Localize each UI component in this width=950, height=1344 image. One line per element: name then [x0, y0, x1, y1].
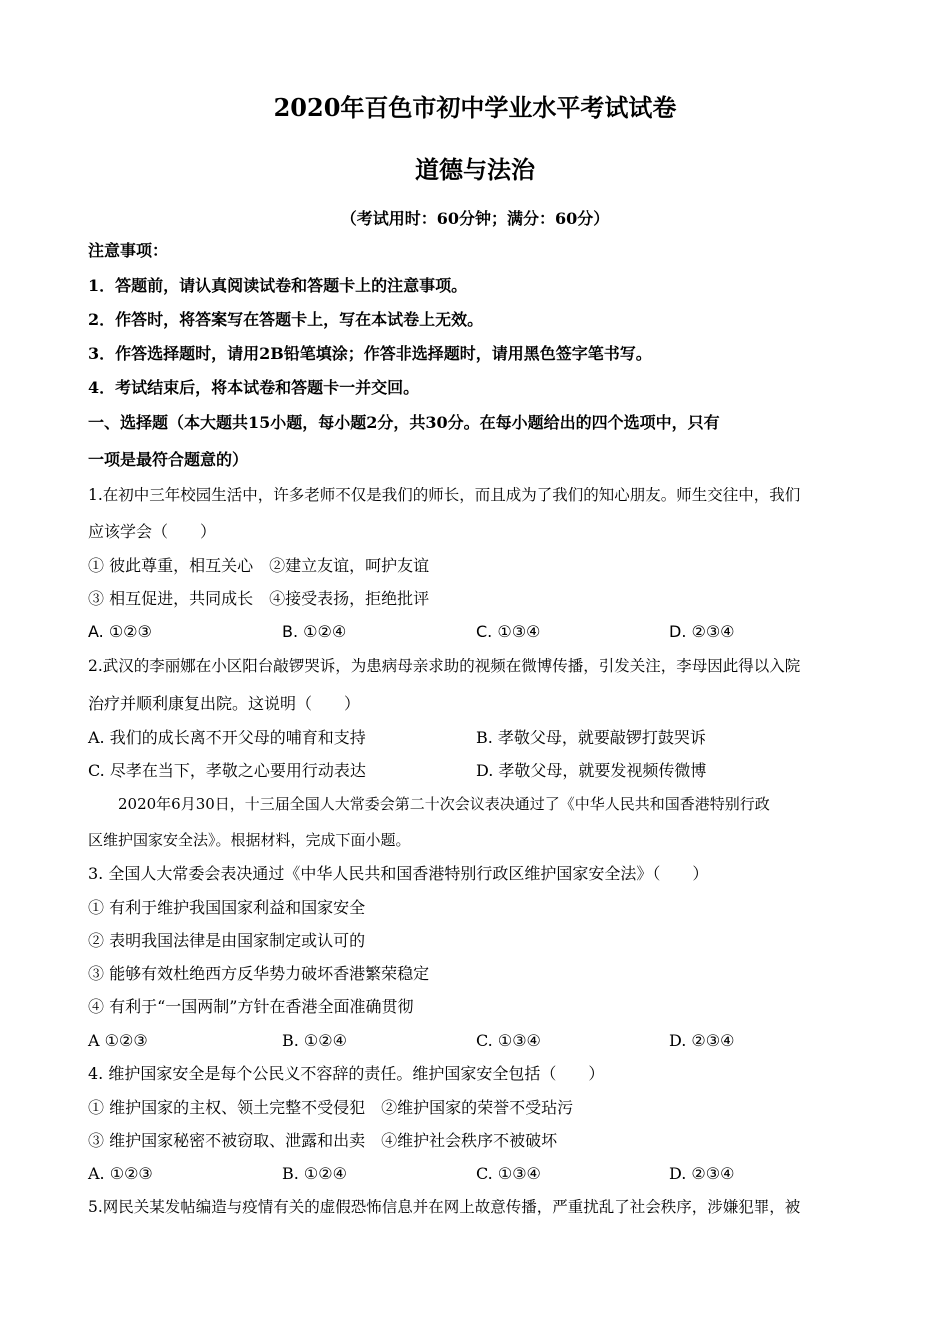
question-3-statement: ③ 能够有效杜绝西方反华势力破坏香港繁荣稳定: [88, 964, 430, 983]
material-text: 2020年6月30日，十三届全国人大常委会第二十次会议表决通过了《中华人民共和国香港特别行政: [118, 795, 770, 813]
question-1-statements: ① 彼此尊重，相互关心 ②建立友谊，呵护友谊: [88, 556, 430, 575]
material-text-cont: 区维护国家安全法》。根据材料，完成下面小题。: [88, 831, 411, 849]
exam-title: 2020年百色市初中学业水平考试试卷: [273, 93, 677, 122]
question-2-stem-cont: 治疗并顺利康复出院。这说明（ ）: [88, 694, 361, 713]
question-1-stem-cont: 应该学会（ ）: [88, 522, 217, 541]
notice-item: 4．考试结束后，将本试卷和答题卡一并交回。: [88, 378, 420, 397]
question-4-option-c: C. ①③④: [476, 1164, 541, 1183]
question-2-stem: 2.武汉的李丽娜在小区阳台敲锣哭诉，为患病母亲求助的视频在微博传播，引发关注，李母因此得以入院: [88, 657, 801, 675]
question-2-option-b: B. 孝敬父母，就要敲锣打鼓哭诉: [476, 728, 706, 747]
question-4-option-b: B. ①②④: [282, 1164, 347, 1183]
question-4-statements: ③ 维护国家秘密不被窃取、泄露和出卖 ④维护社会秩序不被破坏: [88, 1131, 558, 1150]
question-4-statements: ① 维护国家的主权、领土完整不受侵犯 ②维护国家的荣誉不受玷污: [88, 1098, 574, 1117]
question-3-option-a: A ①②③: [88, 1031, 148, 1050]
question-3-option-d: D. ②③④: [669, 1031, 735, 1050]
question-3-statement: ② 表明我国法律是由国家制定或认可的: [88, 931, 366, 950]
question-5-stem: 5.网民关某发帖编造与疫情有关的虚假恐怖信息并在网上故意传播，严重扰乱了社会秩序，涉嫌犯罪，被: [88, 1198, 801, 1216]
question-1-option-d: D. ②③④: [669, 622, 735, 641]
question-1-option-a: A. ①②③: [88, 622, 152, 641]
question-3-statement: ① 有利于维护我国国家利益和国家安全: [88, 898, 366, 917]
notice-item: 3．作答选择题时，请用2B铅笔填涂；作答非选择题时，请用黑色签字笔书写。: [88, 344, 652, 363]
question-2-option-c: C. 尽孝在当下，孝敬之心要用行动表达: [88, 761, 366, 780]
question-1-statements: ③ 相互促进，共同成长 ④接受表扬，拒绝批评: [88, 589, 430, 608]
question-4-option-d: D. ②③④: [669, 1164, 735, 1183]
question-1-option-b: B. ①②④: [282, 622, 347, 641]
exam-subject: 道德与法治: [415, 155, 535, 184]
exam-info: （考试用时：60分钟；满分：60分）: [340, 209, 610, 228]
question-3-statement: ④ 有利于“一国两制”方针在香港全面准确贯彻: [88, 997, 414, 1016]
notice-item: 2．作答时，将答案写在答题卡上，写在本试卷上无效。: [88, 310, 484, 329]
question-3-option-c: C. ①③④: [476, 1031, 541, 1050]
notice-item: 1．答题前，请认真阅读试卷和答题卡上的注意事项。: [88, 276, 468, 295]
question-1-option-c: C. ①③④: [476, 622, 541, 641]
question-4-option-a: A. ①②③: [88, 1164, 153, 1183]
question-3-stem: 3. 全国人大常委会表决通过《中华人民共和国香港特别行政区维护国家安全法》（ ）: [88, 864, 709, 883]
section-heading: 一、选择题（本大题共15小题，每小题2分，共30分。在每小题给出的四个选项中，只有: [88, 413, 720, 432]
question-4-stem: 4. 维护国家安全是每个公民义不容辞的责任。维护国家安全包括（ ）: [88, 1064, 605, 1083]
notice-heading: 注意事项：: [88, 241, 169, 260]
question-1-stem: 1.在初中三年校园生活中，许多老师不仅是我们的师长，而且成为了我们的知心朋友。师生交往中，我们: [88, 486, 801, 504]
question-3-option-b: B. ①②④: [282, 1031, 347, 1050]
section-heading-cont: 一项是最符合题意的）: [88, 450, 249, 469]
question-2-option-d: D. 孝敬父母，就要发视频传微博: [476, 761, 707, 780]
question-2-option-a: A. 我们的成长离不开父母的哺育和支持: [88, 728, 366, 747]
